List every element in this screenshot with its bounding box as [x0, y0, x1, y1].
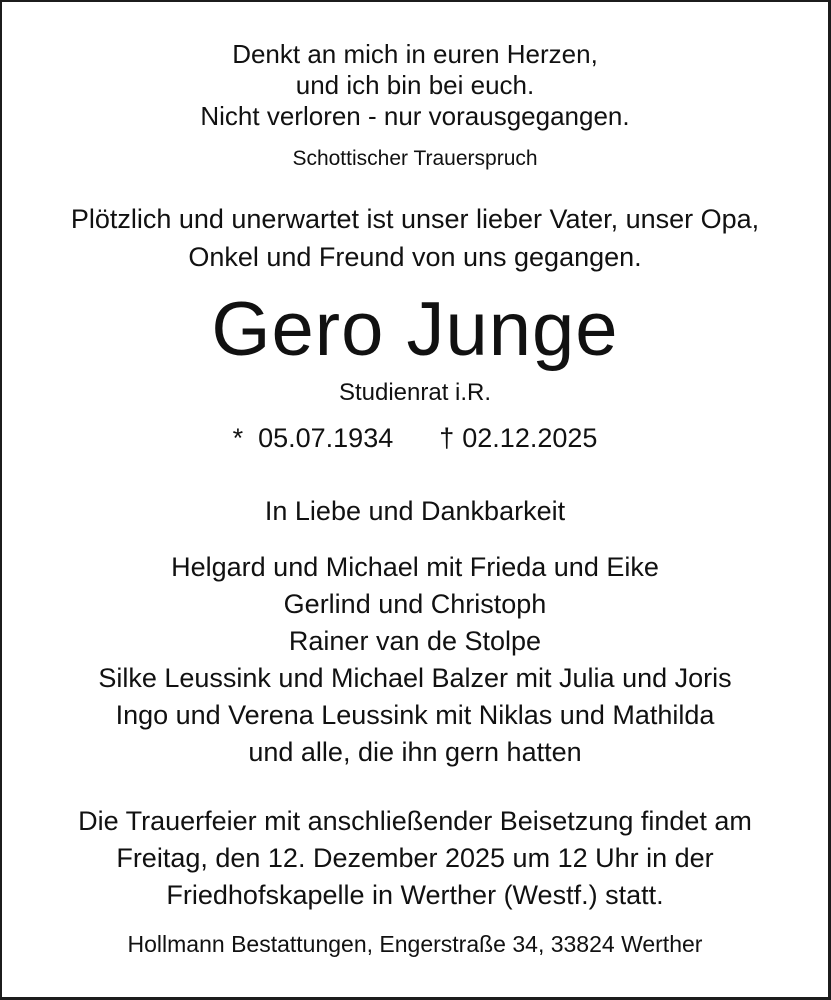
mourner-line: Ingo und Verena Leussink mit Niklas und Mathilda	[115, 700, 715, 730]
funeral-home-address: Hollmann Bestattungen, Engerstraße 34, 33824 Werther	[127, 931, 703, 957]
epigraph-line: Nicht verloren - nur vorausgegangen.	[200, 101, 630, 131]
death-date-group	[439, 424, 597, 453]
birth-date-group	[233, 424, 394, 453]
mourner-line: Gerlind und Christoph	[283, 589, 547, 619]
deceased-title: Studienrat i.R.	[338, 379, 492, 406]
birth-date: 05.07.1934	[258, 423, 394, 453]
birth-symbol: *	[232, 423, 244, 453]
epigraph	[2, 39, 828, 171]
mourners-list	[2, 549, 828, 771]
mourner-line: Helgard und Michael mit Frieda und Eike	[171, 552, 659, 582]
epigraph-line: Denkt an mich in euren Herzen,	[232, 39, 598, 69]
condolence-heading: In Liebe und Dankbarkeit	[264, 496, 566, 526]
intro-paragraph	[2, 200, 828, 276]
mourner-line: Rainer van de Stolpe	[288, 626, 542, 656]
funeral-line: Freitag, den 12. Dezember 2025 um 12 Uhr in der	[116, 843, 714, 873]
life-dates	[2, 424, 828, 453]
epigraph-line: und ich bin bei euch.	[295, 70, 535, 100]
epigraph-attribution: Schottischer Trauerspruch	[292, 147, 538, 170]
intro-line: Plötzlich und unerwartet ist unser lieber Vater, unser Opa,	[70, 204, 760, 234]
mourner-line: und alle, die ihn gern hatten	[248, 737, 582, 767]
death-date: 02.12.2025	[462, 423, 598, 453]
death-symbol: †	[439, 423, 455, 453]
mourner-line: Silke Leussink und Michael Balzer mit Julia und Joris	[98, 663, 732, 693]
funeral-line: Die Trauerfeier mit anschließender Beisetzung findet am	[78, 806, 752, 836]
intro-line: Onkel und Freund von uns gegangen.	[188, 242, 642, 272]
deceased-name: Gero Junge	[211, 287, 619, 372]
funeral-announcement	[2, 803, 828, 914]
funeral-line: Friedhofskapelle in Werther (Westf.) statt.	[166, 880, 664, 910]
